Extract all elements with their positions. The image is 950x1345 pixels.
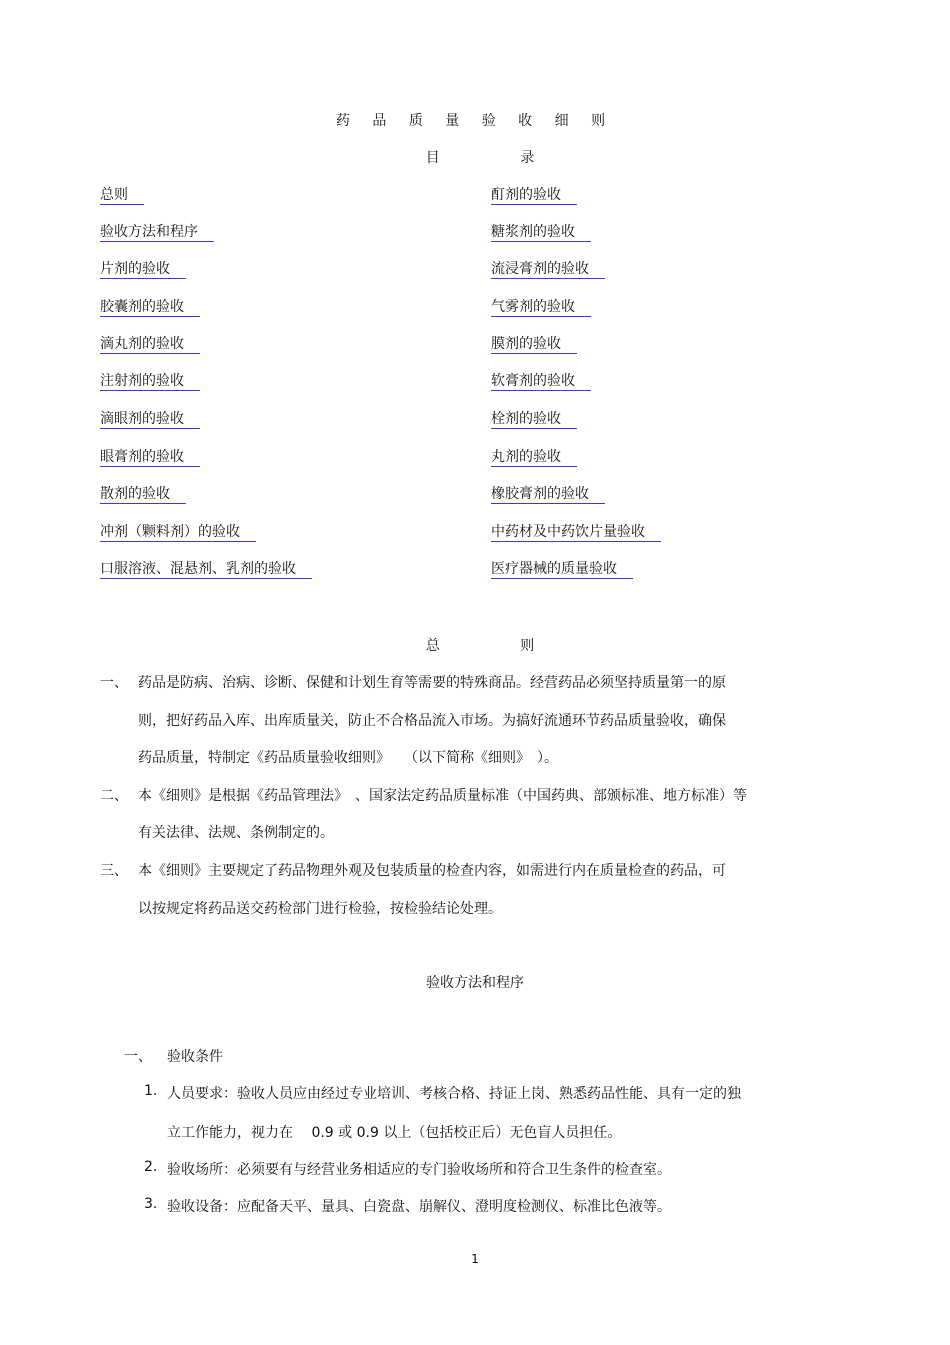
toc-link-dropping-pills[interactable]: 滴丸剂的验收 <box>100 335 200 354</box>
toc-link-general[interactable]: 总则 <box>100 186 144 205</box>
toc-link-suppositories[interactable]: 栓剂的验收 <box>491 410 577 429</box>
toc-link-method[interactable]: 验收方法和程序 <box>100 223 214 242</box>
toc-link-granules[interactable]: 冲剂（颗料剂）的验收 <box>100 523 256 542</box>
toc-link-eye-ointments[interactable]: 眼膏剂的验收 <box>100 448 200 467</box>
method-item-line: 验收场所：必须要有与经营业务相适应的专门验收场所和符合卫生条件的检查室。 <box>167 1162 671 1178</box>
toc-link-rubber-plasters[interactable]: 橡胶膏剂的验收 <box>491 485 605 504</box>
method-heading: 验收方法和程序 <box>426 975 524 991</box>
toc-link-ointments[interactable]: 软膏剂的验收 <box>491 372 591 391</box>
general-item-line: 药品质量，特制定《药品质量验收细则》 （以下简称《细则》 ）。 <box>138 750 558 766</box>
toc-link-oral-liquids[interactable]: 口服溶液、混悬剂、乳剂的验收 <box>100 560 312 579</box>
toc-link-fluid-extracts[interactable]: 流浸膏剂的验收 <box>491 260 605 279</box>
toc-link-injections[interactable]: 注射剂的验收 <box>100 372 200 391</box>
general-item-line: 有关法律、法规、条例制定的。 <box>138 825 334 841</box>
method-item-number: 1. <box>144 1083 158 1099</box>
general-item-line: 药品是防病、治病、诊断、保健和计划生育等需要的特殊商品。经营药品必须坚持质量第一的原 <box>138 675 726 691</box>
method-item-line: 人员要求：验收人员应由经过专业培训、考核合格、持证上岗、熟悉药品性能、具有一定的独 <box>167 1086 741 1102</box>
page-number: 1 <box>471 1252 479 1266</box>
toc-link-tinctures[interactable]: 酊剂的验收 <box>491 186 577 205</box>
toc-heading: 目 录 <box>425 150 573 166</box>
toc-link-herbal-materials[interactable]: 中药材及中药饮片量验收 <box>491 523 661 542</box>
toc-link-powders[interactable]: 散剂的验收 <box>100 485 186 504</box>
method-subheading-number: 一、 <box>124 1049 152 1065</box>
general-item-line: 本《细则》是根据《药品管理法》 、国家法定药品质量标准（中国药典、部颁标准、地方标准）等 <box>138 788 747 804</box>
method-item-line: 验收设备：应配备天平、量具、白瓷盘、崩解仪、澄明度检测仪、标准比色液等。 <box>167 1199 671 1215</box>
toc-link-syrups[interactable]: 糖浆剂的验收 <box>491 223 591 242</box>
toc-link-tablets[interactable]: 片剂的验收 <box>100 260 186 279</box>
method-item-line: 立工作能力，视力在 0.9 或 0.9 以上（包括校正后）无色盲人员担任。 <box>167 1125 622 1141</box>
document-title: 药 品 质 量 验 收 细 则 <box>335 113 615 129</box>
toc-link-medical-devices[interactable]: 医疗器械的质量验收 <box>491 560 633 579</box>
method-item-number: 3. <box>144 1196 158 1212</box>
general-item-line: 则，把好药品入库、出库质量关，防止不合格品流入市场。为搞好流通环节药品质量验收，确保 <box>138 713 726 729</box>
general-heading: 总 则 <box>425 638 573 654</box>
general-item-number: 三、 <box>100 863 128 879</box>
general-item-number: 二、 <box>100 788 128 804</box>
toc-link-capsules[interactable]: 胶囊剂的验收 <box>100 298 200 317</box>
general-item-line: 以按规定将药品送交药检部门进行检验，按检验结论处理。 <box>138 901 502 917</box>
general-item-number: 一、 <box>100 675 128 691</box>
toc-link-aerosols[interactable]: 气雾剂的验收 <box>491 298 591 317</box>
toc-link-eye-drops[interactable]: 滴眼剂的验收 <box>100 410 200 429</box>
method-item-number: 2. <box>144 1159 158 1175</box>
method-subheading: 验收条件 <box>167 1049 223 1065</box>
general-item-line: 本《细则》主要规定了药品物理外观及包装质量的检查内容，如需进行内在质量检查的药品，可 <box>138 863 726 879</box>
toc-link-pills[interactable]: 丸剂的验收 <box>491 448 577 467</box>
toc-link-films[interactable]: 膜剂的验收 <box>491 335 577 354</box>
